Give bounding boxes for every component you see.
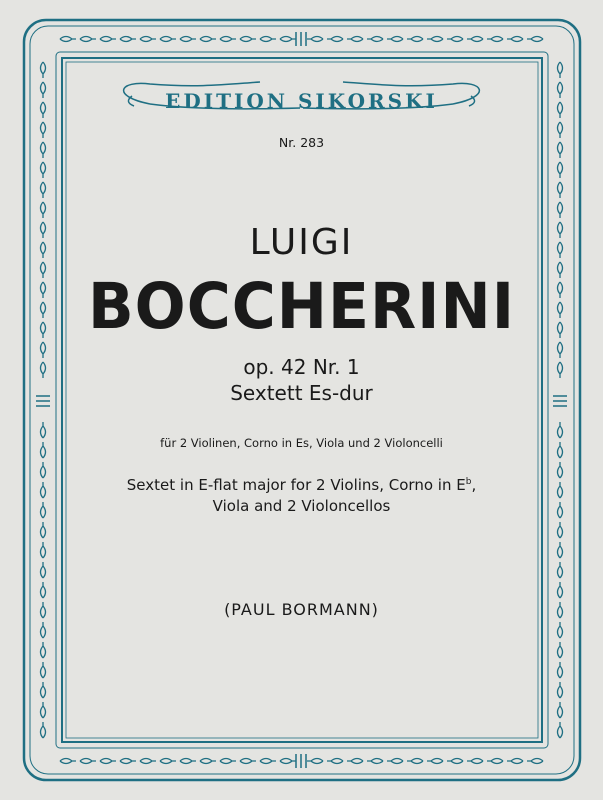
opus-number: op. 42 Nr. 1 <box>243 355 360 379</box>
catalog-number: Nr. 283 <box>278 135 325 150</box>
composer-last-name: BOCCHERINI <box>87 270 516 344</box>
instrumentation-german: für 2 Violinen, Corno in Es, Viola und 2 Violoncelli <box>160 436 443 450</box>
publisher-name: EDITION SIKORSKI <box>165 89 438 113</box>
work-title-english-line1 <box>0 476 603 494</box>
work-title-german: Sextett Es-dur <box>230 381 373 405</box>
title-en-text: Sextet in E-flat major for 2 Violins, Corno in E <box>126 476 466 494</box>
composer-first-name: LUIGI <box>249 222 354 263</box>
work-title-english-line2: Viola and 2 Violoncellos <box>212 497 391 515</box>
editor-credit: (PAUL BORMANN) <box>224 600 379 619</box>
title-en-comma: , <box>471 476 477 494</box>
flat-sign: b <box>465 477 472 487</box>
